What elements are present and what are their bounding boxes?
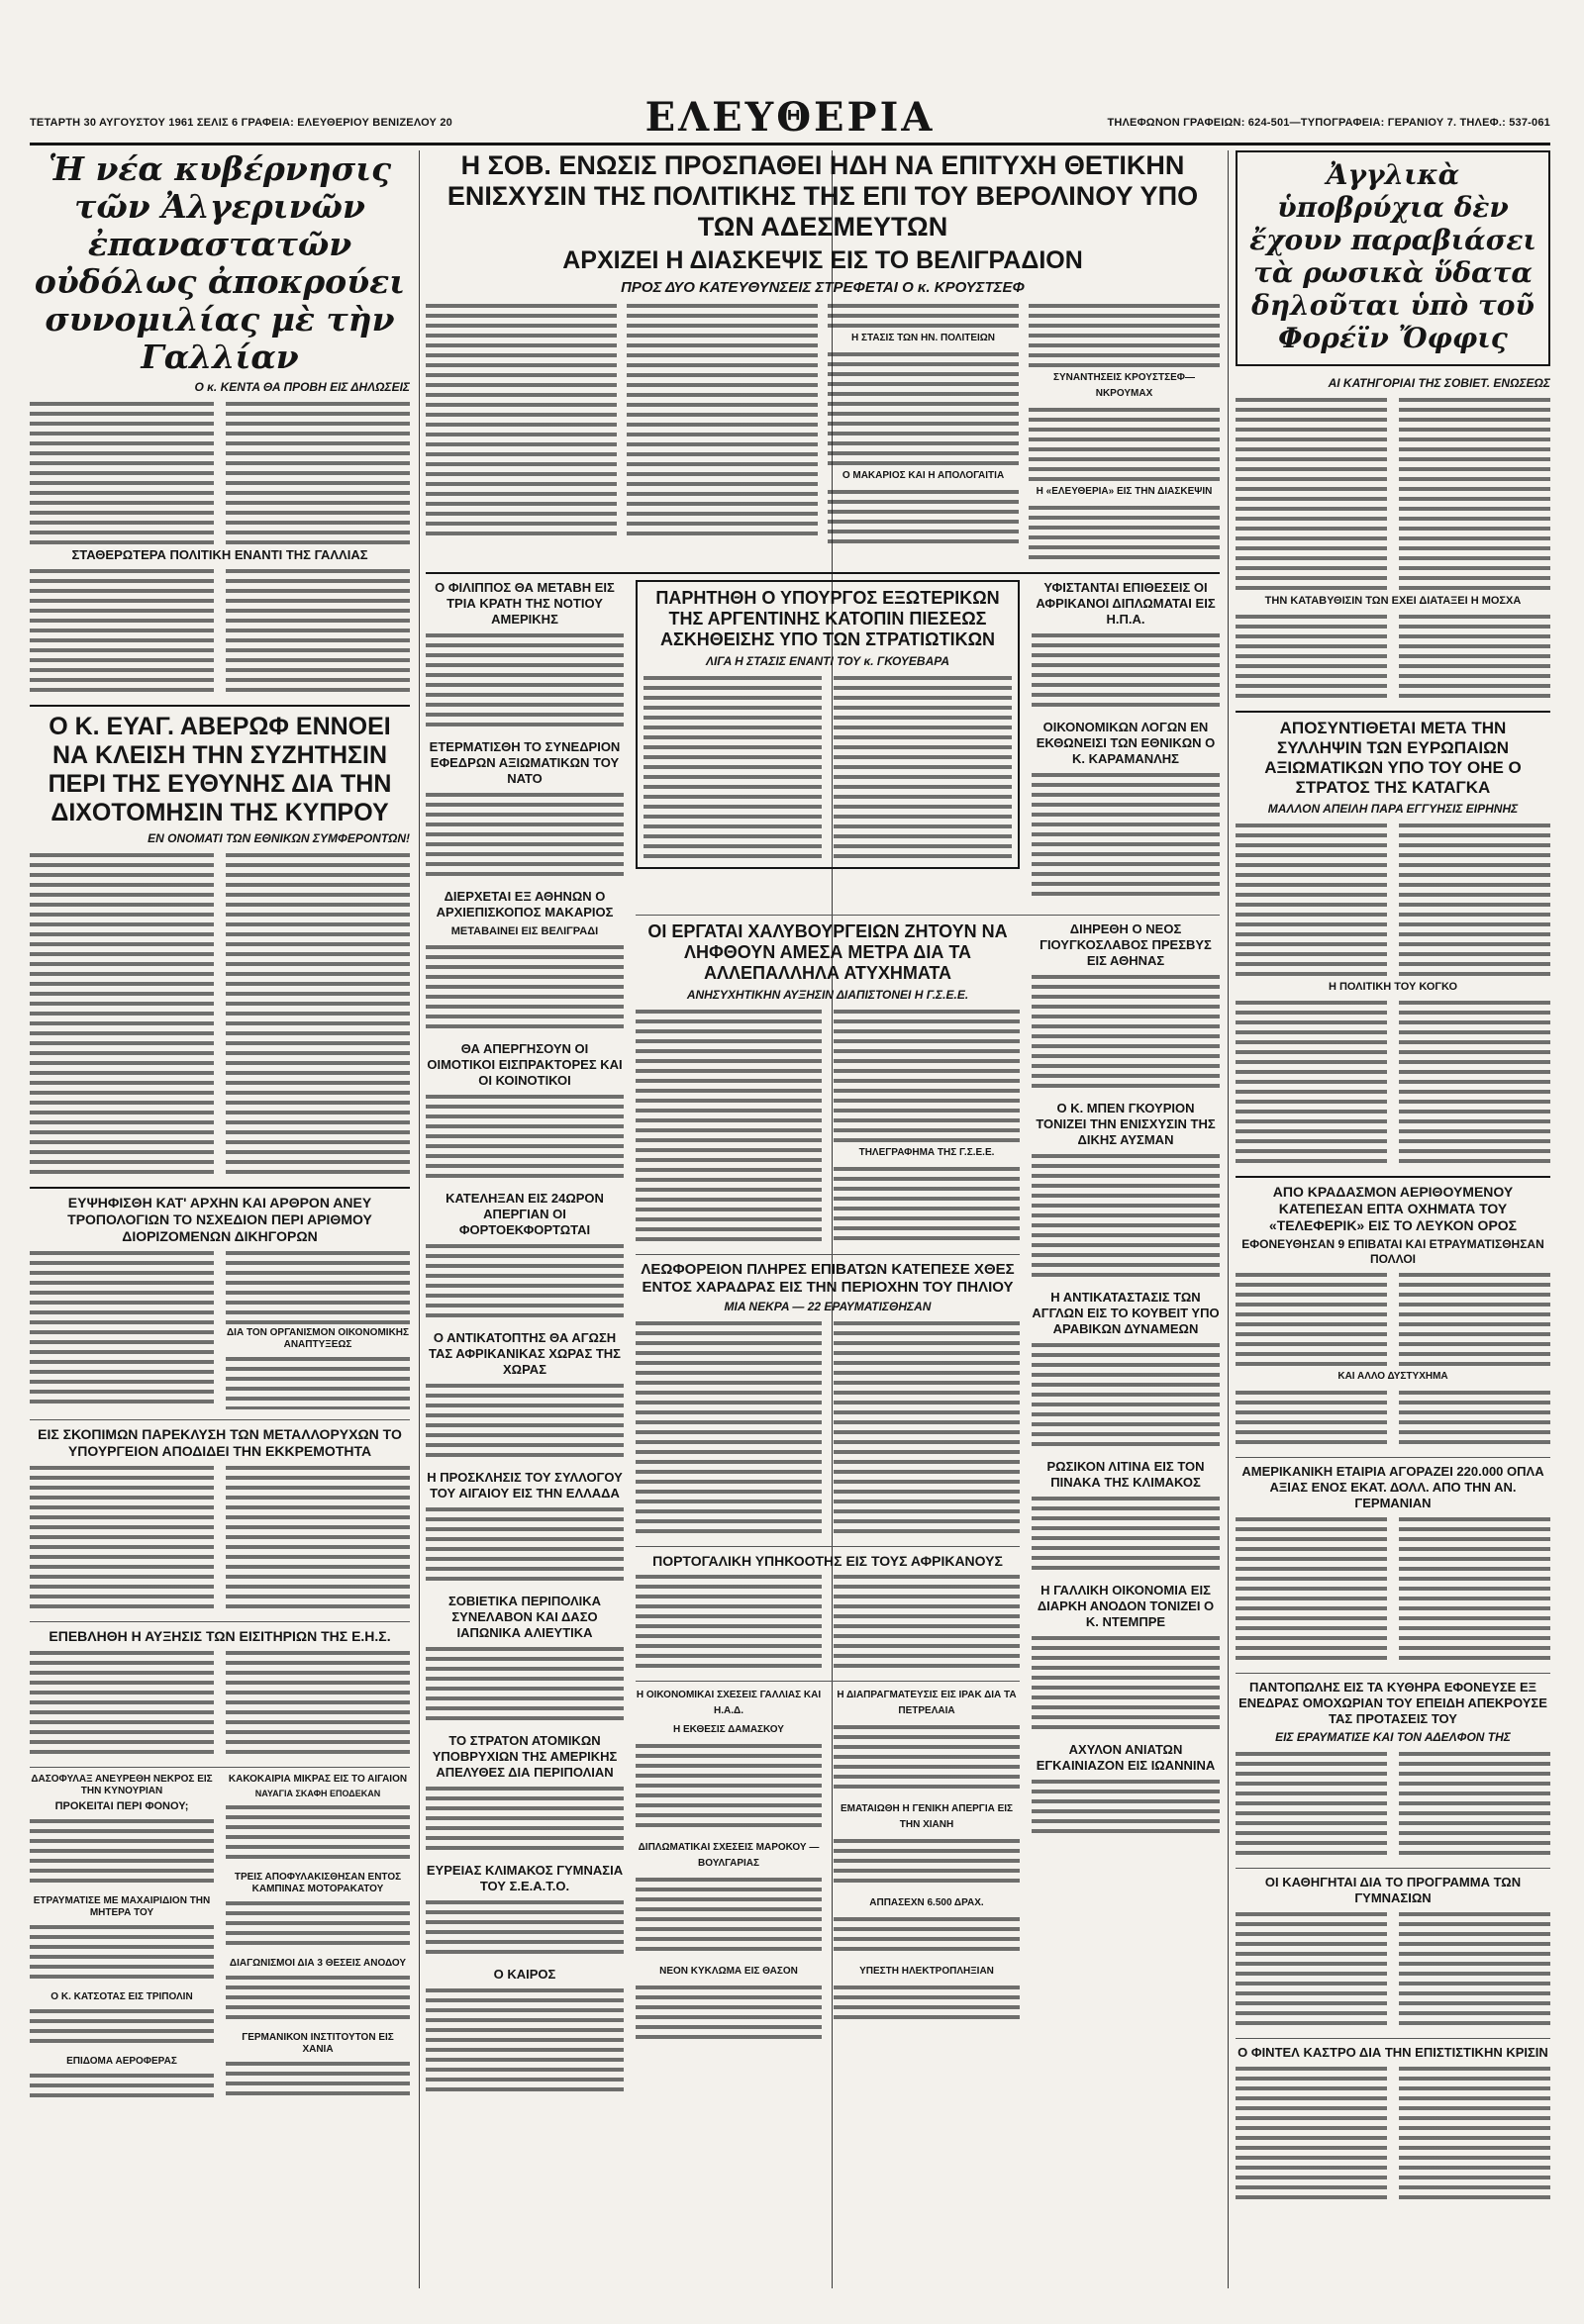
article-nato — [426, 739, 624, 879]
body-text — [834, 1572, 1020, 1671]
body-text — [426, 630, 624, 729]
article-ioannina — [1032, 1742, 1220, 1836]
article-steel — [636, 921, 1020, 1244]
subhead-teleferik: ΕΦΟΝΕΥΘΗΣΑΝ 9 ΕΠΙΒΑΤΑΙ ΚΑΙ ΕΤΡΑΥΜΑΤΙΣΘΗΣΑΝ ΠΟΛΛΟΙ — [1241, 1237, 1544, 1266]
headline-seato: ΕΥΡΕΙΑΣ ΚΛΙΜΑΚΟΣ ΓΥΜΝΑΣΙΑ ΤΟΥ Σ.Ε.Α.Τ.Ο. — [426, 1863, 624, 1893]
midhead-makarios: Ο ΜΑΚΑΡΙΟΣ ΚΑΙ Η ΑΠΟΛΟΓΑΙΤΙΑ — [842, 470, 1005, 481]
headline-epidoma: ΕΠΙΔΟΜΑ ΑΕΡΟΦΕΡΑΣ — [66, 2056, 177, 2067]
body-text — [426, 1985, 624, 2094]
body-text — [426, 1504, 624, 1584]
body-text — [1236, 821, 1387, 979]
article-soviet-berlin — [426, 150, 1220, 562]
body-text — [426, 942, 624, 1031]
body-text — [828, 487, 1019, 546]
headline-dockers: ΚΑΤΕΛΗΞΑΝ ΕΙΣ 24ΩΡΟΝ ΑΠΕΡΓΙΑΝ ΟΙ ΦΟΡΤΟΕΚΦΟΡΤΩΤΑΙ — [446, 1191, 604, 1237]
body-text — [1236, 395, 1387, 593]
article-philippos — [426, 580, 624, 729]
headline-gallia: Η ΓΑΛΛΙΚΗ ΟΙΚΟΝΟΜΙΑ ΕΙΣ ΔΙΑΡΚΗ ΑΝΟΔΟΝ ΤΟΝΙΖΕΙ Ο Κ. ΝΤΕΜΠΡΕ — [1037, 1583, 1215, 1629]
headline-portugal: ΠΟΡΤΟΓΑΛΙΚΗ ΥΠΗΚΟΟΤΗΣ ΕΙΣ ΤΟΥΣ ΑΦΡΙΚΑΝΟΥΣ — [652, 1553, 1003, 1569]
headline-steel: ΟΙ ΕΡΓΑΤΑΙ ΧΑΛΥΒΟΥΡΓΕΙΩΝ ΖΗΤΟΥΝ ΝΑ ΛΗΦΘΟΥΝ ΑΜΕΣΑ ΜΕΤΡΑ ΔΙΑ ΤΑ ΑΛΛΕΠΑΛΛΗΛΑ ΑΤΥΧΗΜΑΤΑ — [647, 921, 1008, 983]
body-text — [1399, 2064, 1550, 2202]
subhead-algeria: Ο κ. ΚΕΝΤΑ ΘΑ ΠΡΟΒΗ ΕΙΣ ΔΗΛΩΣΕΙΣ — [194, 380, 410, 394]
divider — [30, 1419, 410, 1420]
headline-ben: Ο Κ. ΜΠΕΝ ΓΚΟΥΡΙΟΝ ΤΟΝΙΖΕΙ ΤΗΝ ΕΝΙΣΧΥΣΙΝ ΤΗΣ ΔΙΚΗΣ ΑΥΣΜΑΝ — [1036, 1101, 1216, 1147]
body-text — [426, 1644, 624, 1723]
body-text — [1399, 1388, 1550, 1447]
article-cyprus — [30, 713, 410, 1177]
headline-soviet-berlin: Η ΣΟΒ. ΕΝΩΣΙΣ ΠΡΟΣΠΑΘΕΙ ΗΔΗ ΝΑ ΕΠΙΤΥΧΗ ΘΕΤΙΚΗΝ ΕΝΙΣΧΥΣΙΝ ΤΗΣ ΠΟΛΙΤΙΚΗΣ ΤΗΣ ΕΠΙ ΤΟΥ ΒΕΡΟΛΙΝΟΥ ΥΠΟ ΤΩΝ ΑΔΕΣΜΕΥΤΩΝ — [446, 150, 1199, 242]
body-text — [834, 1164, 1020, 1243]
headline-teleferik: ΑΠΟ ΚΡΑΔΑΣΜΟΝ ΑΕΡΙΘΟΥΜΕΝΟΥ ΚΑΤΕΠΕΣΑΝ ΕΠΤΑ ΟΧΗΜΑΤΑ ΤΟΥ «ΤΕΛΕΦΕΡΙΚ» ΕΙΣ ΤΟ ΛΕΥΚΟΝ ΟΡΟΣ — [1268, 1184, 1518, 1233]
brief-contests — [226, 1958, 410, 2022]
article-kythera — [1236, 1680, 1550, 1858]
body-text — [1029, 405, 1220, 484]
headline-submarines: Ἀγγλικὰ ὑποβρύχια δὲν ἔχουν παραβιάσει τὰ ρωσικὰ ὕδατα δηλοῦται ὑπὸ τοῦ Φορέϊν Ὄφφις — [1249, 158, 1536, 354]
body-text — [426, 790, 624, 879]
article-castro — [1236, 2045, 1550, 2202]
body-text — [1236, 2064, 1387, 2202]
body-text — [1399, 821, 1550, 979]
divider — [636, 1254, 1020, 1255]
newspaper-page — [30, 94, 1550, 2291]
article-upesti — [834, 1964, 1020, 2022]
body-text — [426, 1241, 624, 1320]
divider — [30, 1187, 410, 1189]
headline-guns: ΑΜΕΡΙΚΑΝΙΚΗ ΕΤΑΙΡΙΑ ΑΓΟΡΑΖΕΙ 220.000 ΟΠΛΑ ΑΞΙΑΣ ΕΝΟΣ ΕΚΑΤ. ΔΟΛΛ. ΑΠΟ ΤΗΝ ΑΝ. ΓΕΡΜΑΝΙΑΝ — [1241, 1464, 1544, 1510]
body-text — [226, 1898, 410, 1948]
body-text — [1236, 1270, 1387, 1369]
body-text — [426, 1092, 624, 1181]
divider — [1236, 1176, 1550, 1178]
article-teleferik — [1236, 1184, 1550, 1447]
brief-epidoma — [30, 2056, 214, 2100]
body-text — [30, 1816, 214, 1886]
body-text — [834, 1983, 1020, 2022]
body-text — [1032, 770, 1220, 899]
article-atomic — [426, 1733, 624, 1853]
midhead-lawyers: ΔΙΑ ΤΟΝ ΟΡΓΑΝΙΣΜΟΝ ΟΙΚΟΝΟΜΙΚΗΣ ΑΝΑΠΤΥΞΕΩΣ — [226, 1327, 410, 1350]
subhead-katanga: ΜΑΛΛΟΝ ΑΠΕΙΛΗ ΠΑΡΑ ΕΓΓΥΗΣΙΣ ΕΙΡΗΝΗΣ — [1267, 802, 1519, 816]
headline-institute: ΓΕΡΜΑΝΙΚΟΝ ΙΝΣΤΙΤΟΥΤΟΝ ΕΙΣ ΧΑΝΙΑ — [242, 2032, 394, 2055]
article-dockers — [426, 1191, 624, 1320]
body-text — [30, 1648, 214, 1757]
subhead-makarios-belgrade: ΜΕΤΑΒΑΙΝΕΙ ΕΙΣ ΒΕΛΙΓΡΑΔΙ — [450, 925, 599, 937]
headline-gymnasia: ΟΙ ΚΑΘΗΓΗΤΑΙ ΔΙΑ ΤΟ ΠΡΟΓΡΑΜΜΑ ΤΩΝ ΓΥΜΝΑΣΙΩΝ — [1264, 1875, 1522, 1905]
body-text — [226, 2059, 410, 2098]
body-text — [426, 1897, 624, 1957]
column-center — [426, 150, 1220, 2288]
body-text — [1399, 998, 1550, 1166]
body-text — [1236, 998, 1387, 1166]
subhead-kroustsef: ΠΡΟΣ ΔΥΟ ΚΑΤΕΥΘΥΝΣΕΙΣ ΣΤΡΕΦΕΤΑΙ Ο κ. ΚΡΟΥΣΤΣΕΦ — [621, 279, 1025, 296]
body-text — [226, 1802, 410, 1862]
subhead-submarines: ΑΙ ΚΑΤΗΓΟΡΙΑΙ ΤΗΣ ΣΟΒΙΕΤ. ΕΝΩΣΕΩΣ — [1328, 376, 1550, 390]
midhead-congo: Η ΠΟΛΙΤΙΚΗ ΤΟΥ ΚΟΓΚΟ — [1328, 981, 1458, 993]
headline-thasos: ΝΕΟΝ ΚΥΚΛΩΜΑ ΕΙΣ ΘΑΣΟΝ — [659, 1966, 798, 1977]
body-text — [636, 1983, 822, 2042]
body-text — [627, 301, 818, 538]
body-text — [30, 1248, 214, 1406]
divider — [1236, 1868, 1550, 1869]
body-text — [226, 566, 410, 695]
midhead-gsee: ΤΗΛΕΓΡΑΦΗΜΑ ΤΗΣ Γ.Σ.Ε.Ε. — [858, 1147, 995, 1158]
article-aegean — [426, 1470, 624, 1584]
body-text — [828, 301, 1019, 331]
column-left — [30, 150, 410, 2288]
article-ehs — [30, 1628, 410, 1757]
body-text — [426, 301, 617, 538]
subhead-cyprus: ΕΝ ΟΝΟΜΑΤΙ ΤΩΝ ΕΘΝΙΚΩΝ ΣΥΜΦΕΡΟΝΤΩΝ! — [148, 831, 410, 845]
midhead-algeria: ΣΤΑΘΕΡΩΤΕΡΑ ΠΟΛΙΤΙΚΗ ΕΝΑΝΤΙ ΤΗΣ ΓΑΛΛΙΑΣ — [71, 547, 368, 562]
body-text — [30, 2071, 214, 2100]
body-text — [30, 2006, 214, 2046]
body-text — [226, 1463, 410, 1611]
divider — [1236, 1673, 1550, 1674]
article-rwanda — [1032, 1459, 1220, 1573]
subhead-damaskos: Η ΕΚΘΕΣΙΣ ΔΑΜΑΣΚΟΥ — [673, 1724, 784, 1735]
body-text — [1032, 1151, 1220, 1280]
article-guns — [1236, 1464, 1550, 1663]
headline-algeria: Ἡ νέα κυβέρνησις τῶν Ἀλγερινῶν ἐπαναστατῶν οὐδόλως ἀποκρούει συνομιλίας μὲ τὴν Γαλλίαν — [34, 150, 406, 376]
article-lat — [426, 1330, 624, 1460]
headline-metal: ΕΙΣ ΣΚΟΠΙΜΩΝ ΠΑΡΕΚΛΥΣΗ ΤΩΝ ΜΕΤΑΛΛΟΡΥΧΩΝ ΤΟ ΥΠΟΥΡΓΕΙΟΝ ΑΠΟΔΙΔΕΙ ΤΗΝ ΕΚΚΡΕΜΟΤΗΤΑ — [38, 1426, 402, 1459]
headline-afrikanoi: ΥΦΙΣΤΑΝΤΑΙ ΕΠΙΘΕΣΕΙΣ ΟΙ ΑΦΡΙΚΑΝΟΙ ΔΙΠΛΩΜΑΤΑΙ ΕΙΣ Η.Π.Α. — [1036, 580, 1216, 627]
article-metal — [30, 1426, 410, 1611]
article-thasos — [636, 1964, 822, 2042]
article-ben — [1032, 1101, 1220, 1280]
body-text — [1236, 612, 1387, 701]
article-gallia — [1032, 1583, 1220, 1732]
subhead-bus: ΜΙΑ ΝΕΚΡΑ — 22 ΕΡΑΥΜΑΤΙΣΘΗΣΑΝ — [724, 1300, 932, 1313]
brief-forester — [30, 1774, 214, 1886]
body-text — [1399, 1270, 1550, 1369]
headline-philippos: Ο ΦΙΛΙΠΠΟΣ ΘΑ ΜΕΤΑΒΗ ΕΙΣ ΤΡΙΑ ΚΡΑΤΗ ΤΗΣ ΝΟΤΙΟΥ ΑΜΕΡΙΚΗΣ — [435, 580, 615, 627]
headline-castro: Ο ΦΙΝΤΕΛ ΚΑΣΤΡΟ ΔΙΑ ΤΗΝ ΕΠΙΣΤΙΣΤΙΚΗΝ ΚΡΙΣΙΝ — [1238, 2045, 1548, 2060]
headline-contests: ΔΙΑΓΩΝΙΣΜΟΙ ΔΙΑ 3 ΘΕΣΕΙΣ ΑΝΟΔΟΥ — [229, 1958, 407, 1969]
body-text — [1399, 1749, 1550, 1858]
headline-tokyo: ΣΟΒΙΕΤΙΚΑ ΠΕΡΙΠΟΛΙΚΑ ΣΥΝΕΛΑΒΟΝ ΚΑΙ ΔΑΣΟ ΙΑΠΩΝΙΚΑ ΑΛΙΕΥΤΙΚΑ — [447, 1594, 602, 1640]
body-text — [30, 1463, 214, 1611]
brief-tripoli — [30, 1991, 214, 2046]
midhead-eleftheria: Η «ΕΛΕΥΘΕΡΙΑ» ΕΙΣ ΤΗΝ ΔΙΑΣΚΕΨΙΝ — [1036, 486, 1213, 497]
body-text — [636, 1741, 822, 1830]
body-text — [30, 399, 214, 547]
body-text — [226, 1648, 410, 1757]
brief-knife — [30, 1895, 214, 1982]
divider — [30, 1767, 410, 1768]
divider — [426, 572, 1220, 574]
midhead-submarines: ΤΗΝ ΚΑΤΑΒΥΘΙΣΙΝ ΤΩΝ ΕΧΕΙ ΔΙΑΤΑΞΕΙ Η ΜΟΣΧΑ — [1264, 595, 1522, 607]
subhead-forester: ΠΡΟΚΕΙΤΑΙ ΠΕΡΙ ΦΟΝΟΥ; — [54, 1800, 189, 1812]
body-text — [1029, 503, 1220, 562]
headline-chiani: ΕΜΑΤΑΙΩΘΗ Η ΓΕΝΙΚΗ ΑΠΕΡΓΙΑ ΕΙΣ ΤΗΝ ΧΙΑΝΗ — [840, 1803, 1014, 1830]
headline-karamanlis: ΟΙΚΟΝΟΜΙΚΩΝ ΛΟΓΩΝ ΕΝ ΕΚΘΩΝΕΙΣΙ ΤΩΝ ΕΘΝΙΚΩΝ Ο Κ. ΚΑΡΑΜΑΝΛΗΣ — [1036, 720, 1216, 766]
article-morocco — [636, 1840, 822, 1954]
divider — [1236, 1457, 1550, 1458]
midhead-kroustsef-nkrumah: ΣΥΝΑΝΤΗΣΕΙΣ ΚΡΟΥΣΤΣΕΦ—ΝΚΡΟΥΜΑΧ — [1053, 372, 1195, 399]
body-text — [1399, 395, 1550, 593]
article-makarios-belgrade — [426, 889, 624, 1031]
divider — [1236, 711, 1550, 713]
masthead-date-info: ΤΕΤΑΡΤΗ 30 ΑΥΓΟΥΣΤΟΥ 1961 ΣΕΛΙΣ 6 ΓΡΑΦΕΙΑ: ΕΛΕΥΘΕΡΙΟΥ ΒΕΝΙΖΕΛΟΥ 20 — [30, 117, 452, 129]
body-text — [1032, 630, 1220, 710]
subhead-storm: ΝΑΥΑΓΙΑ ΣΚΑΦΗ ΕΠΟΔΕΚΑΝ — [254, 1789, 381, 1798]
article-apellas — [834, 1895, 1020, 1954]
body-text — [834, 1007, 1020, 1145]
column-rule — [419, 150, 420, 2288]
body-text — [1032, 972, 1220, 1091]
body-text — [636, 1875, 822, 1954]
article-lawyers — [30, 1195, 410, 1409]
article-iraq — [834, 1688, 1020, 1791]
body-text — [834, 673, 1012, 861]
divider — [636, 1546, 1020, 1547]
headline-belgrade: ΑΡΧΙΖΕΙ Η ΔΙΑΣΚΕΨΙΣ ΕΙΣ ΤΟ ΒΕΛΙΓΡΑΔΙΟΝ — [562, 246, 1083, 274]
body-text — [1032, 1340, 1220, 1449]
article-gymnasia — [1236, 1875, 1550, 2028]
article-afrikanoi — [1032, 580, 1220, 710]
body-text — [226, 1973, 410, 2022]
body-text — [1236, 1514, 1387, 1663]
article-tokyo — [426, 1594, 624, 1723]
body-text — [30, 850, 214, 1177]
headline-upesti: ΥΠΕΣΤΗ ΗΛΕΚΤΡΟΠΛΗΞΙΑΝ — [859, 1966, 994, 1977]
article-weather — [426, 1967, 624, 2094]
headline-kythera: ΠΑΝΤΟΠΩΛΗΣ ΕΙΣ ΤΑ ΚΥΘΗΡΑ ΕΦΟΝΕΥΣΕ ΕΞ ΕΝΕΔΡΑΣ ΟΜΟΧΩΡΙΑΝ ΤΟΥ ΕΠΕΙΔΗ ΑΠΕΚΡΟΥΣΕ ΤΑΣ ΠΡΟΤΑΣΕΙΣ ΤΟΥ — [1238, 1680, 1547, 1726]
headline-forester: ΔΑΣΟΦΥΛΑΞ ΑΝΕΥΡΕΘΗ ΝΕΚΡΟΣ ΕΙΣ ΤΗΝ ΚΥΝΟΥΡΙΑΝ — [31, 1774, 213, 1796]
body-text — [1032, 1633, 1220, 1732]
masthead-title: ΕΛΕΥΘΕΡΙΑ — [644, 94, 936, 141]
article-submarines-body — [1236, 376, 1550, 701]
body-text — [426, 1784, 624, 1853]
brief-storm — [226, 1774, 410, 1862]
body-text — [828, 349, 1019, 468]
headline-ehs: ΕΠΕΒΛΗΘΗ Η ΑΥΞΗΣΙΣ ΤΩΝ ΕΙΣΙΤΗΡΙΩΝ ΤΗΣ Ε.Η.Σ. — [49, 1628, 391, 1644]
headline-knife: ΕΤΡΑΥΜΑΤΙΣΕ ΜΕ ΜΑΧΑΙΡΙΔΙΟΝ ΤΗΝ ΜΗΤΕΡΑ ΤΟΥ — [33, 1895, 211, 1918]
body-text — [644, 673, 822, 861]
column-right — [1236, 150, 1550, 2288]
body-text — [30, 1922, 214, 1982]
body-text — [1236, 1388, 1387, 1447]
body-text — [226, 850, 410, 1177]
article-chiani — [834, 1801, 1020, 1886]
body-text — [1399, 612, 1550, 701]
article-portugal — [636, 1553, 1020, 1671]
divider — [636, 1681, 1020, 1682]
article-katanga — [1236, 719, 1550, 1166]
divider — [30, 705, 410, 707]
headline-lawyers: ΕΥΨΗΦΙΣΘΗ ΚΑΤ' ΑΡΧΗΝ ΚΑΙ ΑΡΘΡΟΝ ΑΝΕΥ ΤΡΟΠΟΛΟΓΙΩΝ ΤΟ ΝΣΧΕΔΙΟΝ ΠΕΡΙ ΑΡΙΘΜΟΥ ΔΙΟΡΙΖΟΜΕΝΩΝ ΔΙΚΗΓΟΡΩΝ — [67, 1195, 372, 1244]
body-text — [834, 1914, 1020, 1954]
headline-katanga: ΑΠΟΣΥΝΤΙΘΕΤΑΙ ΜΕΤΑ ΤΗΝ ΣΥΛΛΗΨΙΝ ΤΩΝ ΕΥΡΩΠΑΙΩΝ ΑΞΙΩΜΑΤΙΚΩΝ ΥΠΟ ΤΟΥ ΟΗΕ Ο ΣΤΡΑΤΟΣ ΤΗΣ ΚΑΤΑΓΚΑ — [1264, 719, 1522, 797]
headline-nato: ΕΤΕΡΜΑΤΙΣΘΗ ΤΟ ΣΥΝΕΔΡΙΟΝ ΕΦΕΔΡΩΝ ΑΞΙΩΜΑΤΙΚΩΝ ΤΟΥ ΝΑΤΟ — [429, 739, 621, 786]
article-submarines — [1236, 150, 1550, 366]
body-text — [226, 1354, 410, 1409]
body-text — [636, 1007, 822, 1244]
body-text — [636, 1318, 822, 1536]
headline-strike: ΘΑ ΑΠΕΡΓΗΣΟΥΝ ΟΙ ΟΙΜΟΤΙΚΟΙ ΕΙΣΠΡΑΚΤΟΡΕΣ ΚΑΙ ΟΙ ΚΟΙΝΟΤΙΚΟΙ — [427, 1041, 623, 1088]
body-text — [1399, 1514, 1550, 1663]
article-argentina — [636, 580, 1020, 869]
headline-lat: Ο ΑΝΤΙΚΑΤΟΠΤΗΣ ΘΑ ΑΓΩΣΗ ΤΑΣ ΑΦΡΙΚΑΝΙΚΑΣ ΧΩΡΑΣ ΤΗΣ ΧΩΡΑΣ — [429, 1330, 621, 1377]
body-text — [1029, 301, 1220, 370]
midhead-teleferik: ΚΑΙ ΑΛΛΟ ΔΥΣΤΥΧΗΜΑ — [1337, 1371, 1448, 1382]
article-strike — [426, 1041, 624, 1181]
body-text — [30, 566, 214, 695]
column-rule — [1228, 150, 1229, 2288]
divider — [636, 915, 1220, 916]
headline-makarios-athens: ΔΙΕΡΧΕΤΑΙ ΕΞ ΑΘΗΝΩΝ Ο ΑΡΧΙΕΠΙΣΚΟΠΟΣ ΜΑΚΑΡΙΟΣ — [436, 889, 614, 920]
headline-iraq: Η ΔΙΑΠΡΑΓΜΑΤΕΥΣΙΣ ΕΙΣ ΙΡΑΚ ΔΙΑ ΤΑ ΠΕΤΡΕΛΑΙΑ — [837, 1690, 1017, 1716]
headline-ioannina: ΑΧΥΛΟΝ ΑΝΙΑΤΩΝ ΕΓΚΑΙΝΙΑΖΟΝ ΕΙΣ ΙΩΑΝΝΙΝΑ — [1036, 1742, 1216, 1773]
article-kouvet — [1032, 1290, 1220, 1449]
headline-cyprus: Ο Κ. ΕΥΑΓ. ΑΒΕΡΩΦ ΕΝΝΟΕΙ ΝΑ ΚΛΕΙΣΗ ΤΗΝ ΣΥΖΗΤΗΣΙΝ ΠΕΡΙ ΤΗΣ ΕΥΘΥΝΗΣ ΔΙΑ ΤΗΝ ΔΙΧΟΤΟΜΗΣΙΝ ΤΗΣ ΚΥΠΡΟΥ — [48, 713, 392, 826]
midhead-us: Η ΣΤΑΣΙΣ ΤΩΝ ΗΝ. ΠΟΛΙΤΕΙΩΝ — [850, 333, 996, 343]
divider — [30, 1621, 410, 1622]
article-seato — [426, 1863, 624, 1957]
divider — [1236, 2038, 1550, 2039]
headline-kouvet: Η ΑΝΤΙΚΑΤΑΣΤΑΣΙΣ ΤΩΝ ΑΓΓΛΩΝ ΕΙΣ ΤΟ ΚΟΥΒΕΙΤ ΥΠΟ ΑΡΑΒΙΚΩΝ ΔΥΝΑΜΕΩΝ — [1032, 1290, 1220, 1336]
headline-weather: Ο ΚΑΙΡΟΣ — [493, 1967, 556, 1982]
body-text — [226, 399, 410, 547]
headline-bus: ΛΕΩΦΟΡΕΙΟΝ ΠΛΗΡΕΣ ΕΠΙΒΑΤΩΝ ΚΑΤΕΠΕΣΕ ΧΘΕΣ ΕΝΤΟΣ ΧΑΡΑΔΡΑΣ ΕΙΣ ΤΗΝ ΠΕΡΙΟΧΗΝ ΤΟΥ ΠΗΛΙΟΥ — [641, 1261, 1015, 1296]
headline-morocco: ΔΙΠΛΩΜΑΤΙΚΑΙ ΣΧΕΣΕΙΣ ΜΑΡΟΚΟΥ — ΒΟΥΛΓΑΡΙΑΣ — [638, 1842, 820, 1869]
body-text — [834, 1722, 1020, 1791]
subhead-steel: ΑΝΗΣΥΧΗΤΙΚΗΝ ΑΥΞΗΣΙΝ ΔΙΑΠΙΣΤΟΝΕΙ Η Γ.Σ.Ε.Ε. — [686, 988, 969, 1002]
masthead — [30, 94, 1550, 145]
body-text — [226, 1248, 410, 1327]
masthead-contact-info: ΤΗΛΕΦΩΝΟΝ ΓΡΑΦΕΙΩΝ: 624-501—ΤΥΠΟΓΡΑΦΕΙΑ: ΓΕΡΑΝΙΟΥ 7. ΤΗΛΕΦ.: 537-061 — [1107, 117, 1550, 129]
body-text — [426, 1381, 624, 1460]
headline-rwanda: ΡΩΣΙΚΟΝ ΛΙΤΙΝΑ ΕΙΣ ΤΟΝ ΠΙΝΑΚΑ ΤΗΣ ΚΛΙΜΑΚΟΣ — [1046, 1459, 1205, 1490]
brief-cabin — [226, 1872, 410, 1948]
body-text — [834, 1318, 1020, 1536]
body-text — [1236, 1749, 1387, 1858]
article-karamanlis — [1032, 720, 1220, 899]
subhead-argentina: ΛΙΓΑ Η ΣΤΑΣΙΣ ΕΝΑΝΤΙ ΤΟΥ κ. ΓΚΟΥΕΒΑΡΑ — [705, 654, 950, 668]
body-text — [1236, 1909, 1387, 2028]
body-text — [1399, 1909, 1550, 2028]
headline-aegean: Η ΠΡΟΣΚΛΗΣΙΣ ΤΟΥ ΣΥΛΛΟΓΟΥ ΤΟΥ ΑΙΓΑΙΟΥ ΕΙΣ ΤΗΝ ΕΛΛΑΔΑ — [427, 1470, 623, 1501]
article-gallia-had — [636, 1688, 822, 1830]
subhead-kythera: ΕΙΣ ΕΡΑΥΜΑΤΙΣΕ ΚΑΙ ΤΟΝ ΑΔΕΛΦΟΝ ΤΗΣ — [1275, 1730, 1511, 1744]
brief-institute — [226, 2032, 410, 2098]
article-algeria — [30, 150, 410, 695]
headline-apellas: ΑΠΠΑΣΕΧΝ 6.500 ΔΡΑΧ. — [869, 1897, 984, 1908]
body-text — [1032, 1777, 1220, 1836]
headline-argentina: ΠΑΡΗΤΗΘΗ Ο ΥΠΟΥΡΓΟΣ ΕΞΩΤΕΡΙΚΩΝ ΤΗΣ ΑΡΓΕΝΤΙΝΗΣ ΚΑΤΟΠΙΝ ΠΙΕΣΕΩΣ ΑΣΚΗΘΕΙΣΗΣ ΥΠΟ ΤΩΝ ΣΤΡΑΤΙΩΤΙΚΩΝ — [655, 588, 1000, 649]
body-text — [636, 1572, 822, 1671]
headline-cabin: ΤΡΕΙΣ ΑΠΟΦΥΛΑΚΙΣΘΗΣΑΝ ΕΝΤΟΣ ΚΑΜΠΙΝΑΣ ΜΟΤΟΡΑΚΑΤΟΥ — [234, 1872, 402, 1894]
article-yugo — [1032, 921, 1220, 1091]
headline-gallia-had: Η ΟΙΚΟΝΟΜΙΚΑΙ ΣΧΕΣΕΙΣ ΓΑΛΛΙΑΣ ΚΑΙ Η.Α.Δ. — [636, 1690, 822, 1716]
headline-atomic: ΤΟ ΣΤΡΑΤΟΝ ΑΤΟΜΙΚΩΝ ΥΠΟΒΡΥΧΙΩΝ ΤΗΣ ΑΜΕΡΙΚΗΣ ΑΠΕΛΥΘΕΣ ΔΙΑ ΠΕΡΙΠΟΛΙΑΝ — [432, 1733, 618, 1780]
article-bus — [636, 1261, 1020, 1536]
headline-storm: ΚΑΚΟΚΑΙΡΙΑ ΜΙΚΡΑΣ ΕΙΣ ΤΟ ΑΙΓΑΙΟΝ — [228, 1774, 408, 1785]
headline-yugo: ΔΙΗΡΕΘΗ Ο ΝΕΟΣ ΓΙΟΥΓΚΟΣΛΑΒΟΣ ΠΡΕΣΒΥΣ ΕΙΣ ΑΘΗΝΑΣ — [1040, 921, 1212, 968]
headline-tripoli: Ο Κ. ΚΑΤΣΟΤΑΣ ΕΙΣ ΤΡΙΠΟΛΙΝ — [50, 1991, 193, 2002]
body-text — [834, 1836, 1020, 1886]
body-text — [1032, 1494, 1220, 1573]
